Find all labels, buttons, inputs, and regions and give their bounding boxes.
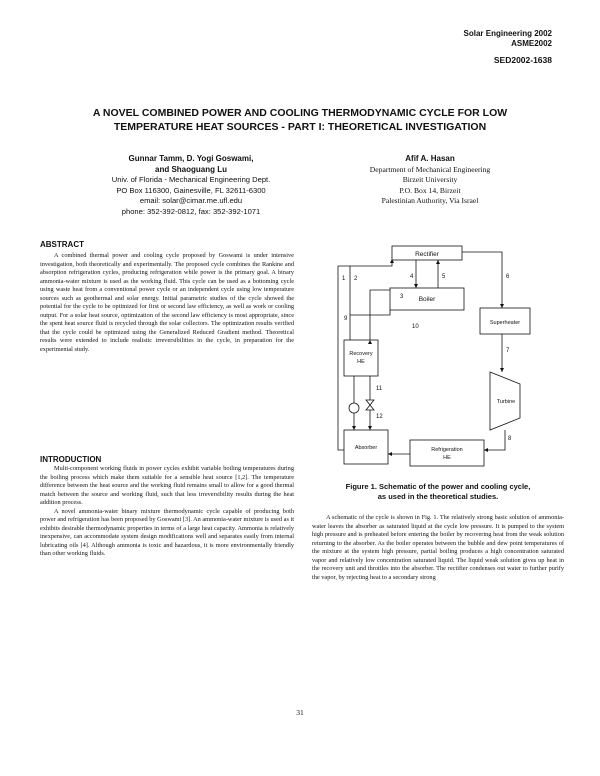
intro-paragraph: Multi-component working fluids in power cycles exhibit variable boiling temperatures during the boiling process which make them suitable for a sensible heat source [1,2]. The temperature difference between the heat source and the working fluid remains small to allow for a good thermal match between the source and working fluid, such that less irreversibility results during the heat addition process. (40, 465, 295, 507)
author-block-left (96, 154, 286, 217)
refrig-label: Refrigeration (431, 447, 463, 453)
figure-caption (312, 482, 564, 502)
stream-label: 7 (506, 348, 510, 354)
author-names: Gunnar Tamm, D. Yogi Goswami, (128, 154, 254, 163)
address: PO Box 116300, Gainesville, FL 32611-6300 (116, 185, 266, 195)
affiliation: Department of Mechanical Engineering (369, 164, 491, 174)
cycle-schematic (330, 240, 550, 475)
recovery-he-box (344, 340, 378, 376)
introduction-heading: INTRODUCTION (40, 455, 102, 464)
pump-symbol (349, 403, 359, 413)
address: P.O. Box 14, Birzeit (399, 185, 461, 195)
author-names: and Shaoguang Lu (155, 164, 227, 174)
superheater-label: Superheater (489, 320, 521, 326)
valve-symbol (366, 400, 374, 410)
recovery-label: HE (357, 359, 365, 365)
stream-label: 4 (410, 274, 414, 280)
boiler-label: Boiler (418, 296, 436, 303)
author-block-right (330, 154, 530, 207)
turbine-label: Turbine (496, 399, 516, 405)
intro-paragraph: A novel ammonia-water binary mixture thermodynamic cycle capable of producing both power and refrigeration has been proposed by Goswami [3]. An ammonia-water mixture is used as it exhibits desirable thermodynamic properties in terms of a large heat capacity. Ammonia is relatively inexpensive, can accommodate system design modifications well and separates easily from internal lubricating oils [4]. Although ammonia is toxic and hazardous, it is more environmentally friendly than other working fluids. (40, 507, 295, 558)
introduction-body (40, 465, 294, 559)
stream-label: 12 (376, 414, 383, 420)
organizer: ASME2002 (511, 39, 552, 48)
paper-id: SED2002-1638 (493, 55, 552, 65)
page-number: 31 (296, 708, 304, 717)
conference-name: Solar Engineering 2002 (463, 29, 552, 38)
stream-label: 8 (508, 436, 512, 442)
email: email: solar@cimar.me.ufl.edu (139, 196, 243, 205)
affiliation: Univ. of Florida - Mechanical Engineering Dept. (111, 175, 271, 184)
abstract-paragraph: A combined thermal power and cooling cycle proposed by Goswami is under intensive investigation, both theoretically and experimentally. The proposed cycle combines the Rankine and absorption refrigeration cycles, producing refrigeration while power is the primary goal. A binary ammonia-water mixture is used as the working fluid. This cycle can be used as a bottoming cycle using waste heat from a conventional power cycle or an independent cycle using low temperature sources such as geothermal and solar energy. Initial parametric studies of the cycle showed the potential for the cycle to be optimized for first or second law efficiency, as well as work or cooling output. For a solar heat source, optimization of the second law efficiency is most appropriate, since the spent heat source fluid is recycled through the solar collectors. The optimization results verified that the cycle could be optimized using the Generalized Reduced Gradient method. Theoretical results were extended to include realistic irreversibilities in the cycle, in preparation for the experimental study. (40, 252, 295, 354)
refrigeration-he-box (410, 440, 484, 466)
author-name: Afif A. Hasan (405, 154, 455, 163)
stream-label: 5 (442, 274, 446, 280)
caption-line: Figure 1. Schematic of the power and cooling cycle, (345, 482, 531, 491)
abstract-heading: ABSTRACT (40, 240, 84, 249)
right-paragraph: A schematic of the cycle is shown in Fig. 1. The relatively strong basic solution of ammonia-water leaves the absorber as saturated liquid at the cycle low pressure. It is pumped to the system high pressure and is preheated before entering the boiler by recovering heat from the weak solution returning to the absorber. As the boiler operates between the bubble and dew point temperatures of the mixture at the system high pressure, partial boiling produces a high concentration saturated vapor and relatively low concentration saturated liquid. The liquid weak solution gives up heat in the recovery unit and throttles into the absorber. The rectifier condenses out water to further purify the vapor, by rejecting heat to a secondary strong (312, 514, 565, 581)
refrig-label: HE (443, 455, 451, 461)
right-column-body (312, 514, 564, 582)
phone: phone: 352-392-0812, fax: 352-392-1071 (121, 206, 261, 216)
paper-title (60, 106, 540, 134)
address: Palestinian Authority, Via Israel (381, 196, 479, 205)
stream-label: 10 (412, 324, 419, 330)
stream-label: 11 (376, 386, 383, 392)
stream-label: 3 (400, 294, 404, 300)
absorber-label: Absorber (354, 445, 378, 451)
affiliation: Birzeit University (402, 175, 458, 184)
recovery-label: Recovery (349, 351, 373, 357)
title-line: TEMPERATURE HEAT SOURCES - PART I: THEORETICAL INVESTIGATION (113, 121, 487, 133)
stream-label: 6 (506, 274, 510, 280)
rectifier-label: Rectifier (415, 251, 439, 258)
caption-line: as used in the theoretical studies. (377, 492, 499, 501)
stream-label: 9 (344, 316, 348, 322)
title-line: A NOVEL COMBINED POWER AND COOLING THERMODYNAMIC CYCLE FOR LOW (92, 107, 508, 119)
stream-label: 1 (342, 276, 346, 282)
abstract-body (40, 252, 294, 355)
stream-label: 2 (354, 276, 358, 282)
